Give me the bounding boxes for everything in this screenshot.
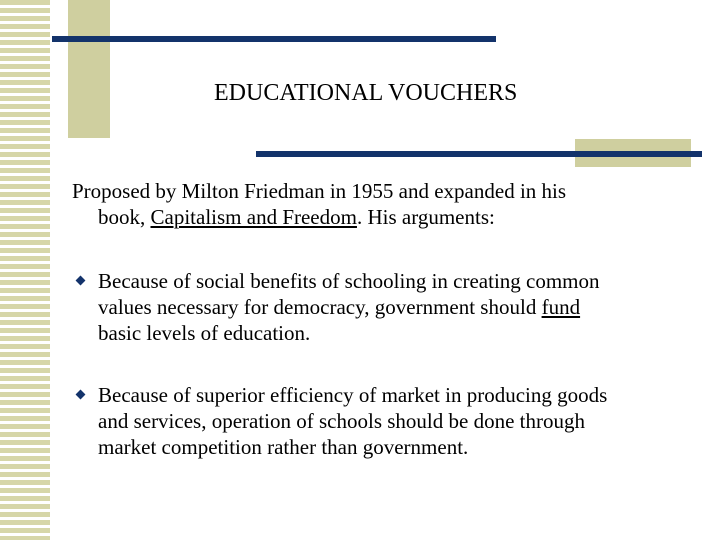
bullet-1-text xyxy=(98,268,702,346)
intro-paragraph xyxy=(72,178,702,230)
bullet-item-2 xyxy=(72,382,702,460)
bullet-item-1 xyxy=(72,268,702,346)
diamond-bullet-icon xyxy=(76,276,86,286)
book-title: Capitalism and Freedom xyxy=(150,205,357,229)
slide-title: EDUCATIONAL VOUCHERS xyxy=(214,80,518,106)
bullet-1-line-2-text: values necessary for democracy, government should xyxy=(98,295,542,319)
bullet-1-emphasis: fund xyxy=(541,295,581,319)
intro-line-1: Proposed by Milton Friedman in 1955 and expanded in his xyxy=(72,179,567,203)
intro-line-2-prefix: book, xyxy=(98,205,151,229)
bullet-2-line-2: and services, operation of schools should be done through xyxy=(98,409,585,433)
diamond-bullet-icon xyxy=(76,390,86,400)
bullet-2-line-3: market competition rather than government. xyxy=(98,435,469,459)
top-accent-block xyxy=(68,0,110,138)
bullet-1-line-2 xyxy=(98,294,702,320)
intro-line-2 xyxy=(72,204,702,230)
title-underline-rule xyxy=(256,151,702,157)
bullet-1-line-3: basic levels of education. xyxy=(98,321,311,345)
left-striped-decoration xyxy=(0,0,50,540)
bullet-2-text xyxy=(98,382,702,460)
bullet-1-line-1: Because of social benefits of schooling in creating common xyxy=(98,269,600,293)
intro-line-2-suffix: . His arguments: xyxy=(356,205,495,229)
bullet-2-line-1: Because of superior efficiency of market in producing goods xyxy=(98,383,608,407)
top-title-rule xyxy=(52,36,496,42)
